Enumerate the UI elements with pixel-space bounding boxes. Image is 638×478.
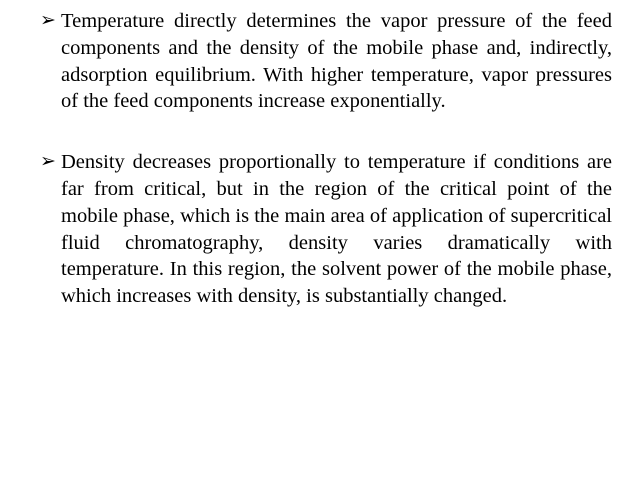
bullet-list — [40, 8, 612, 310]
bullet-text-temperature: Temperature directly determines the vapor pressure of the feed components and the density of the mobile phase and, indirectly, adsorption equilibrium. With higher temperature, vapor pressures of the feed components increase exponentially. — [61, 10, 612, 113]
bullet-item-density — [40, 149, 612, 310]
bullet-text-density: Density decreases proportionally to temperature if conditions are far from critical, but in the region of the critical point of the mobile phase, which is the main area of application of supercritical fluid chromatography, density varies dramatically with temperature. In this region, the solvent power of the mobile phase, which increases with density, is substantially changed. — [61, 151, 612, 308]
arrow-bullet-icon: ➢ — [40, 10, 56, 31]
arrow-bullet-icon: ➢ — [40, 151, 56, 173]
bullet-item-temperature — [40, 8, 612, 115]
